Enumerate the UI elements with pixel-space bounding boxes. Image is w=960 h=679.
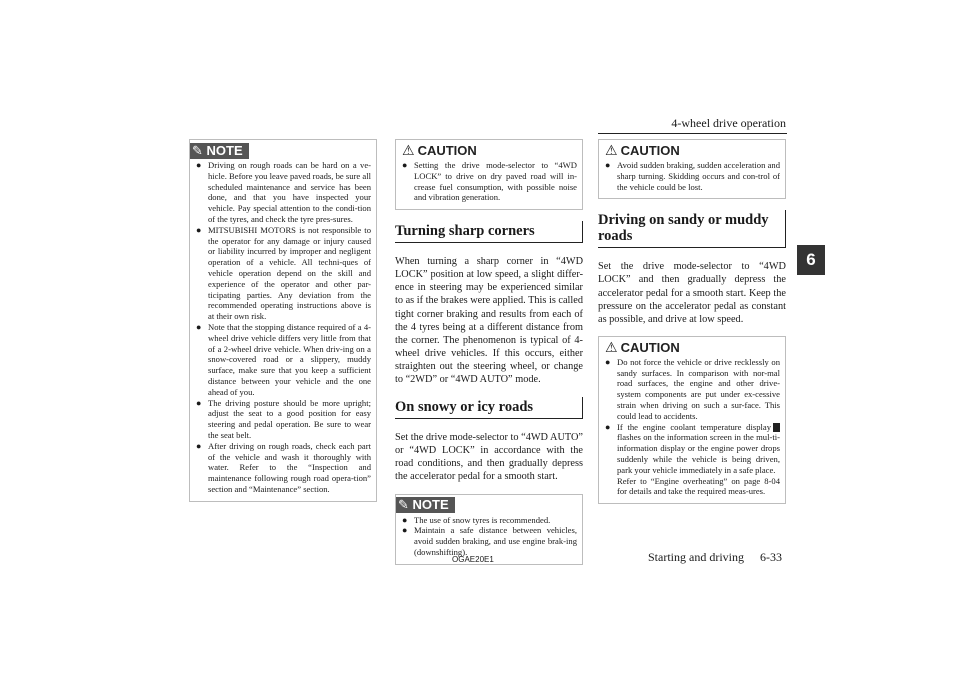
caution-item: ● Avoid sudden braking, sudden acceleration and sharp turning. Skidding occurs and con-trol of the vehicle could be lost. bbox=[605, 160, 780, 192]
pencil-icon: ✎ bbox=[398, 497, 413, 512]
column-1 bbox=[189, 139, 377, 502]
bullet-icon: ● bbox=[196, 160, 202, 170]
bullet-icon: ● bbox=[605, 421, 611, 432]
section-paragraph: When turning a sharp corner in “4WD LOCK” position at low speed, a slight differ-ence in steering may be experienced similar to as if the brakes were applied. This is called tight corner braking and results from each of the 4 tyres being at a different distance from the corner. The phenomenon is typical of 4-wheel drive vehicles. If this occurs, either straighten out the steering wheel, or change to “2WD” or “4WD AUTO” mode. bbox=[395, 256, 583, 386]
note-item: ● MITSUBISHI MOTORS is not responsible to the operator for any damage or injury caused or liability incurred by improper and negligent operation of a vehicle. All techni-ques of vehicle operation depend on the skill and experience of the operator and other par-ticipating parties. Any deviation from the recommended operating instructions above is at their own risk. bbox=[196, 224, 371, 322]
section-title: Driving on sandy or muddy roads bbox=[598, 210, 786, 248]
caution-item: ● If the engine coolant temperature display flashes on the information screen in the mul-ti-information display or the engine power drops suddenly while the vehicle is being driven, park your vehicle immediately in a safe place. Refer to “Engine overheating” on page 8-04 for details and take the required meas-ures. bbox=[605, 421, 780, 497]
chapter-tab: 6 bbox=[797, 245, 825, 275]
header-title: 4-wheel drive operation bbox=[671, 116, 786, 130]
note-item: ● The use of snow tyres is recommended. bbox=[402, 514, 551, 525]
warning-triangle-icon: ⚠ bbox=[402, 142, 415, 158]
note-item: ● Driving on rough roads can be hard on a ve-hicle. Before you leave paved roads, be sure all scheduled maintenance and service has been done, and that you have inspected your vehicle. Pay special attention to the condi-tion of the tyres, and check the tyre pres-sures. bbox=[196, 160, 371, 224]
warning-triangle-icon: ⚠ bbox=[605, 142, 618, 158]
caution-item: ● Do not force the vehicle or drive recklessly on sandy surfaces. In comparison with nor-mal road surfaces, the engine and other drive-system components are put under ex-cessive strain when driving on such a sur-face. This could lead to accidents. bbox=[605, 356, 780, 421]
warning-triangle-icon: ⚠ bbox=[605, 338, 618, 355]
note-item: ● The driving posture should be more upright; adjust the seat to a good position for easy steering and pedal operation. Be sure to wear the seat belt. bbox=[196, 397, 371, 440]
bullet-icon: ● bbox=[196, 224, 202, 235]
pencil-icon: ✎ bbox=[192, 142, 207, 158]
note-box bbox=[395, 494, 583, 565]
footer-section: Starting and driving bbox=[648, 550, 744, 564]
caution-box bbox=[598, 336, 786, 504]
caution-box bbox=[395, 139, 583, 210]
page-number: 6-33 bbox=[760, 550, 782, 564]
bullet-icon: ● bbox=[402, 525, 408, 536]
caution-item: ● Setting the drive mode-selector to “4WD LOCK” to drive on dry paved road will in-crease fuel consumption, with possible noise and vibration generation. bbox=[402, 160, 577, 203]
caution-label: CAUTION bbox=[620, 339, 680, 355]
section-title: On snowy or icy roads bbox=[395, 397, 583, 419]
column-2 bbox=[395, 139, 583, 565]
bullet-icon: ● bbox=[196, 321, 202, 332]
caution-box bbox=[598, 139, 786, 199]
bullet-icon: ● bbox=[605, 356, 611, 367]
bullet-icon: ● bbox=[402, 160, 408, 170]
note-item: ● Maintain a safe distance between vehicles, avoid sudden braking, and use engine brak-ing (downshifting). bbox=[402, 525, 577, 557]
section-paragraph: Set the drive mode-selector to “4WD LOCK” and then gradually depress the accelerator pedal for a smooth start. Keep the pressure on the accelerator pedal as constant as possible, and drive at low speed. bbox=[598, 261, 786, 325]
footer-code: OGAE20E1 bbox=[452, 555, 494, 564]
bullet-icon: ● bbox=[605, 160, 611, 170]
coolant-temperature-icon bbox=[773, 423, 780, 432]
bullet-icon: ● bbox=[196, 440, 202, 451]
note-item: ● After driving on rough roads, check each part of the vehicle and wash it thoroughly with water. Refer to the “Inspection and maintenance following rough road opera-tion” section and “Maintenance” section. bbox=[196, 440, 371, 494]
section-paragraph: Set the drive mode-selector to “4WD AUTO” or “4WD LOCK” in accordance with the road conditions, and then gradually depress the accelerator pedal for a smooth start. bbox=[395, 432, 583, 483]
caution-label: CAUTION bbox=[620, 143, 680, 158]
note-box bbox=[189, 139, 377, 502]
bullet-icon: ● bbox=[402, 514, 408, 525]
note-item: ● Note that the stopping distance required of a 4-wheel drive vehicle differs very little from that of a 2-wheel drive vehicle. When driv-ing on a snow-covered road or a slippery, muddy surface, make sure that you keep a sufficient distance between your vehicle and the one ahead of you. bbox=[196, 321, 371, 397]
column-3 bbox=[598, 139, 786, 504]
header-rule bbox=[598, 133, 787, 134]
section-title: Turning sharp corners bbox=[395, 221, 583, 243]
note-label: ✎ NOTE bbox=[190, 143, 249, 159]
bullet-icon: ● bbox=[196, 397, 202, 408]
caution-label: CAUTION bbox=[417, 143, 477, 158]
note-label: ✎ NOTE bbox=[396, 497, 455, 513]
